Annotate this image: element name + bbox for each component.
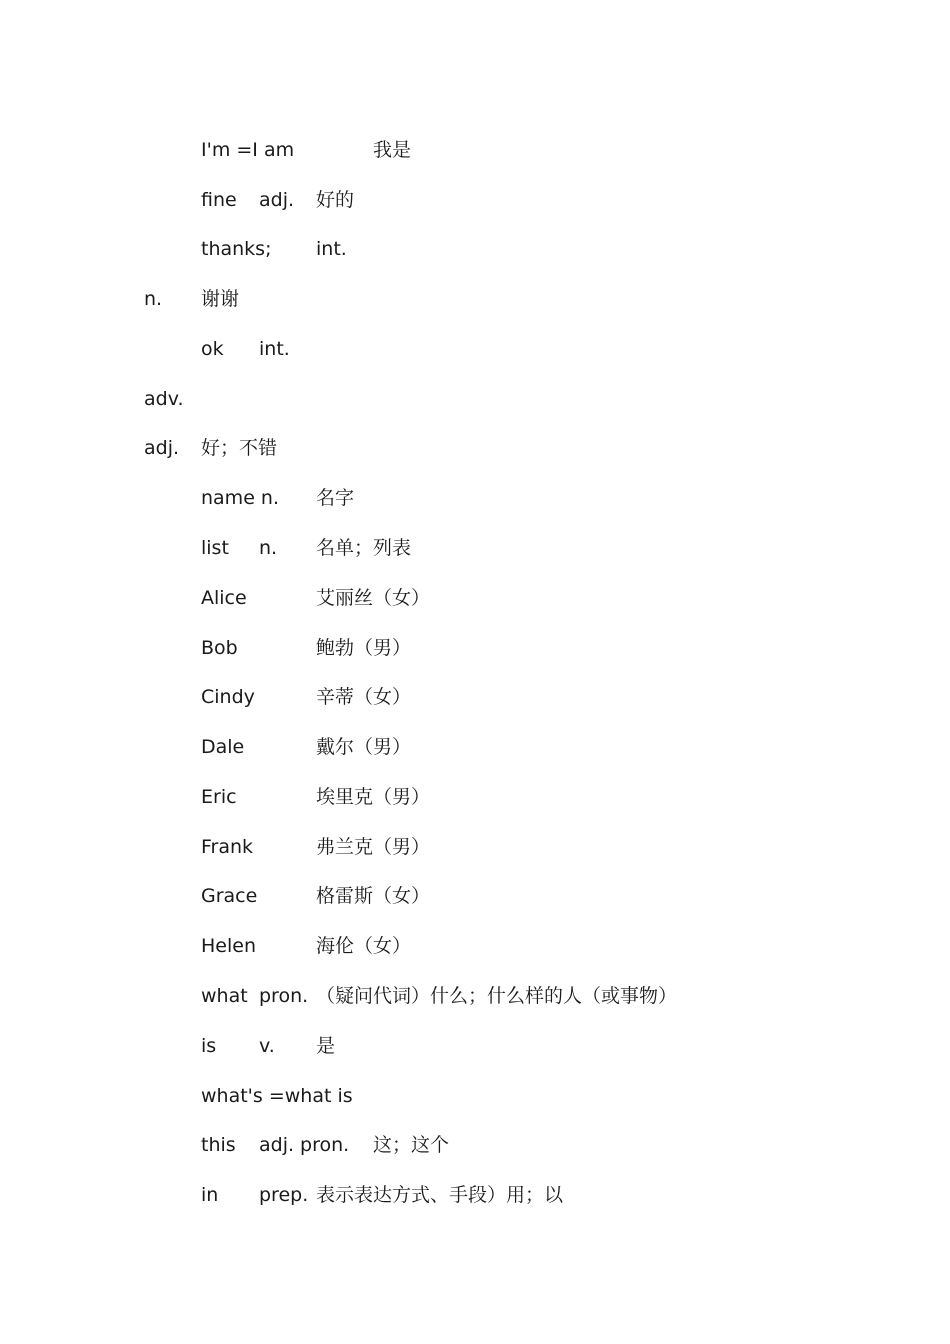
vocab-row	[0, 583, 950, 613]
vocab-pos: v.	[259, 1035, 275, 1057]
vocab-meaning: 好的	[316, 189, 355, 211]
vocab-word: what's =what is	[201, 1085, 353, 1107]
vocab-meaning: 海伦（女）	[316, 935, 412, 957]
vocab-word: Dale	[201, 736, 245, 758]
vocab-word: what	[201, 985, 248, 1007]
vocab-word: name n.	[201, 487, 280, 509]
vocab-meaning: 好；不错	[201, 437, 278, 459]
vocab-meaning: （疑问代词）什么；什么样的人（或事物）	[316, 985, 678, 1007]
vocab-row	[0, 384, 950, 414]
vocab-meaning: 弗兰克（男）	[316, 836, 431, 858]
vocab-row	[0, 1081, 950, 1111]
vocab-word: ok	[201, 338, 224, 360]
vocab-meaning: 名字	[316, 487, 355, 509]
vocab-row	[0, 334, 950, 364]
vocab-row	[0, 931, 950, 961]
vocab-row	[0, 533, 950, 563]
vocab-word: thanks;	[201, 238, 272, 260]
vocab-row	[0, 1180, 950, 1210]
vocab-meaning: 鲍勃（男）	[316, 637, 412, 659]
vocab-pos: pron.	[259, 985, 309, 1007]
vocab-row	[0, 782, 950, 812]
vocab-row	[0, 234, 950, 264]
vocab-pos: adv.	[144, 388, 184, 410]
vocab-row	[0, 1031, 950, 1061]
vocab-row	[0, 732, 950, 762]
vocab-meaning: 我是	[373, 139, 412, 161]
vocab-meaning: 这；这个	[373, 1134, 450, 1156]
vocab-meaning: 辛蒂（女）	[316, 686, 412, 708]
vocab-meaning: 表示表达方式、手段）用；以	[316, 1184, 564, 1206]
vocab-pos: n.	[144, 288, 163, 310]
vocab-meaning: 埃里克（男）	[316, 786, 431, 808]
vocab-word: Eric	[201, 786, 237, 808]
vocab-word: Alice	[201, 587, 247, 609]
vocab-pos: adj.	[259, 189, 295, 211]
vocab-row	[0, 633, 950, 663]
vocab-pos: int.	[316, 238, 347, 260]
vocab-row	[0, 483, 950, 513]
vocab-row	[0, 1130, 950, 1160]
vocab-meaning: 艾丽丝（女）	[316, 587, 431, 609]
vocab-word: fine	[201, 189, 237, 211]
vocab-row	[0, 135, 950, 165]
vocab-word: I'm =I am	[201, 139, 295, 161]
vocab-word: in	[201, 1184, 219, 1206]
vocab-word: Cindy	[201, 686, 255, 708]
vocab-row	[0, 185, 950, 215]
vocab-pos: prep.	[259, 1184, 309, 1206]
vocab-meaning: 格雷斯（女）	[316, 885, 431, 907]
vocab-pos: n.	[259, 537, 278, 559]
vocab-meaning: 是	[316, 1035, 336, 1057]
vocab-word: list	[201, 537, 229, 559]
vocab-row	[0, 832, 950, 862]
vocab-pos: adj. pron.	[259, 1134, 350, 1156]
vocab-row	[0, 682, 950, 712]
vocab-row	[0, 284, 950, 314]
vocab-row	[0, 981, 950, 1011]
vocab-meaning: 戴尔（男）	[316, 736, 412, 758]
vocab-word: Helen	[201, 935, 256, 957]
vocab-word: is	[201, 1035, 217, 1057]
vocab-meaning: 谢谢	[201, 288, 240, 310]
vocab-pos: int.	[259, 338, 290, 360]
vocab-pos: adj.	[144, 437, 180, 459]
vocab-word: Bob	[201, 637, 238, 659]
vocab-word: this	[201, 1134, 236, 1156]
vocab-word: Grace	[201, 885, 258, 907]
vocab-row	[0, 881, 950, 911]
vocab-row	[0, 433, 950, 463]
vocab-word: Frank	[201, 836, 254, 858]
vocab-meaning: 名单；列表	[316, 537, 412, 559]
